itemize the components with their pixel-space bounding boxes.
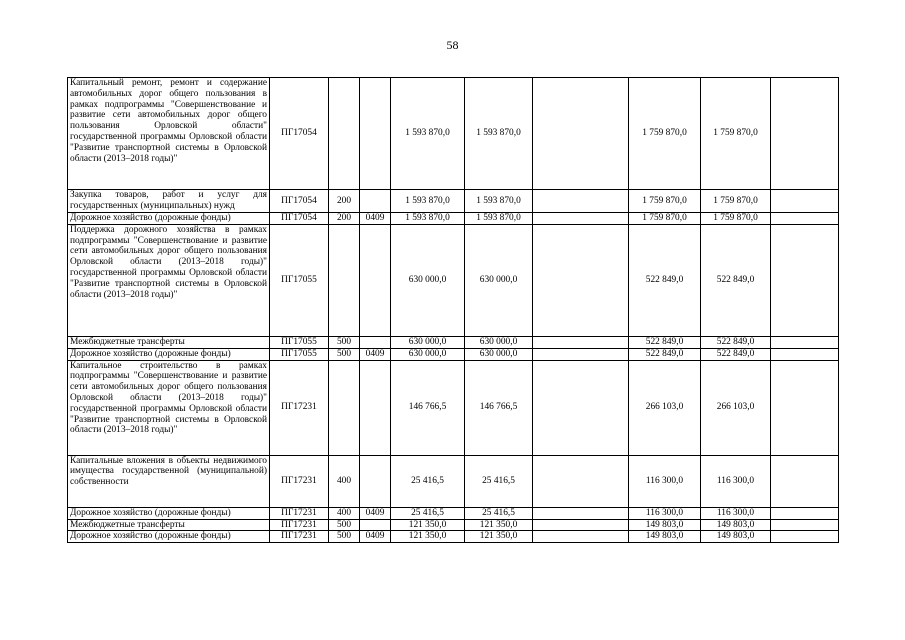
row-name-cell: Закупка товаров, работ и услуг для государственных (муниципальных) нужд (68, 190, 270, 213)
target-article-cell: ПГ17231 (270, 360, 329, 455)
target-article-cell: ПГ17055 (270, 336, 329, 348)
amount-cell-1: 630 000,0 (391, 336, 465, 348)
amount-cell-4: 266 103,0 (629, 360, 701, 455)
amount-cell-6 (771, 78, 839, 190)
expense-type-cell: 500 (329, 519, 360, 531)
section-cell: 0409 (360, 348, 391, 360)
amount-cell-1: 25 416,5 (391, 507, 465, 519)
section-cell: 0409 (360, 531, 391, 543)
target-article-cell: ПГ17055 (270, 348, 329, 360)
amount-cell-2: 121 350,0 (465, 519, 533, 531)
amount-cell-6 (771, 190, 839, 213)
amount-cell-1: 121 350,0 (391, 519, 465, 531)
row-name-cell: Капитальные вложения в объекты недвижимого имущества государственной (муниципальной) собственности (68, 455, 270, 507)
amount-cell-3 (533, 78, 629, 190)
amount-cell-5: 266 103,0 (701, 360, 771, 455)
amount-cell-2: 630 000,0 (465, 348, 533, 360)
row-name-cell: Капитальное строительство в рамках подпрограммы "Совершенствование и развитие сети автомобильных дорог общего пользования Орловской области (2013–2018 годы)" государственной программы Орловской области "Развитие транспортной системы в Орловской области (2013–2018 годы)" (68, 360, 270, 455)
row-name-cell: Дорожное хозяйство (дорожные фонды) (68, 213, 270, 225)
target-article-cell: ПГ17231 (270, 507, 329, 519)
target-article-cell: ПГ17054 (270, 190, 329, 213)
amount-cell-1: 630 000,0 (391, 348, 465, 360)
amount-cell-5: 116 300,0 (701, 455, 771, 507)
target-article-cell: ПГ17231 (270, 519, 329, 531)
amount-cell-3 (533, 224, 629, 336)
amount-cell-5: 116 300,0 (701, 507, 771, 519)
amount-cell-3 (533, 455, 629, 507)
amount-cell-2: 146 766,5 (465, 360, 533, 455)
amount-cell-4: 149 803,0 (629, 519, 701, 531)
amount-cell-4: 116 300,0 (629, 507, 701, 519)
amount-cell-2: 1 593 870,0 (465, 213, 533, 225)
expense-type-cell (329, 224, 360, 336)
expense-type-cell (329, 360, 360, 455)
amount-cell-3 (533, 360, 629, 455)
table-row (68, 455, 839, 507)
table-row (68, 336, 839, 348)
budget-table (67, 77, 839, 543)
target-article-cell: ПГ17231 (270, 455, 329, 507)
amount-cell-6 (771, 519, 839, 531)
amount-cell-3 (533, 190, 629, 213)
target-article-cell: ПГ17054 (270, 213, 329, 225)
section-cell: 0409 (360, 213, 391, 225)
row-name-cell: Межбюджетные трансферты (68, 519, 270, 531)
amount-cell-1: 146 766,5 (391, 360, 465, 455)
amount-cell-4: 149 803,0 (629, 531, 701, 543)
expense-type-cell: 400 (329, 455, 360, 507)
section-cell (360, 78, 391, 190)
table-row (68, 348, 839, 360)
target-article-cell: ПГ17054 (270, 78, 329, 190)
amount-cell-2: 1 593 870,0 (465, 78, 533, 190)
table-row (68, 213, 839, 225)
expense-type-cell: 500 (329, 531, 360, 543)
expense-type-cell: 400 (329, 507, 360, 519)
row-name-cell: Поддержка дорожного хозяйства в рамках подпрограммы "Совершенствование и развитие сети автомобильных дорог общего пользования Орловской области (2013–2018 годы)" государственной программы Орловской области "Развитие транспортной системы в Орловской области (2013–2018 годы)" (68, 224, 270, 336)
table-row (68, 360, 839, 455)
amount-cell-3 (533, 507, 629, 519)
amount-cell-5: 1 759 870,0 (701, 190, 771, 213)
amount-cell-3 (533, 531, 629, 543)
amount-cell-6 (771, 213, 839, 225)
amount-cell-4: 1 759 870,0 (629, 78, 701, 190)
amount-cell-3 (533, 213, 629, 225)
expense-type-cell: 500 (329, 348, 360, 360)
amount-cell-2: 25 416,5 (465, 507, 533, 519)
amount-cell-5: 149 803,0 (701, 531, 771, 543)
amount-cell-5: 1 759 870,0 (701, 78, 771, 190)
amount-cell-1: 630 000,0 (391, 224, 465, 336)
row-name-cell: Дорожное хозяйство (дорожные фонды) (68, 531, 270, 543)
amount-cell-4: 522 849,0 (629, 336, 701, 348)
amount-cell-6 (771, 455, 839, 507)
row-name-cell: Дорожное хозяйство (дорожные фонды) (68, 507, 270, 519)
amount-cell-1: 1 593 870,0 (391, 190, 465, 213)
amount-cell-3 (533, 348, 629, 360)
amount-cell-2: 630 000,0 (465, 224, 533, 336)
amount-cell-3 (533, 336, 629, 348)
section-cell (360, 455, 391, 507)
row-name-cell: Капитальный ремонт, ремонт и содержание автомобильных дорог общего пользования в рамках подпрограммы "Совершенствование и развитие сети автомобильных дорог общего пользования Орловской области" государственной программы Орловской области "Развитие транспортной системы в Орловской области (2013–2018 годы)" (68, 78, 270, 190)
expense-type-cell: 200 (329, 190, 360, 213)
amount-cell-5: 522 849,0 (701, 336, 771, 348)
amount-cell-4: 522 849,0 (629, 348, 701, 360)
amount-cell-4: 1 759 870,0 (629, 190, 701, 213)
amount-cell-2: 25 416,5 (465, 455, 533, 507)
amount-cell-6 (771, 531, 839, 543)
amount-cell-4: 522 849,0 (629, 224, 701, 336)
amount-cell-2: 121 350,0 (465, 531, 533, 543)
section-cell (360, 519, 391, 531)
table-row (68, 531, 839, 543)
amount-cell-2: 630 000,0 (465, 336, 533, 348)
amount-cell-6 (771, 507, 839, 519)
expense-type-cell (329, 78, 360, 190)
amount-cell-3 (533, 519, 629, 531)
table-row (68, 519, 839, 531)
amount-cell-5: 149 803,0 (701, 519, 771, 531)
amount-cell-1: 25 416,5 (391, 455, 465, 507)
table-row (68, 78, 839, 190)
amount-cell-2: 1 593 870,0 (465, 190, 533, 213)
row-name-cell: Дорожное хозяйство (дорожные фонды) (68, 348, 270, 360)
table-row (68, 190, 839, 213)
amount-cell-5: 1 759 870,0 (701, 213, 771, 225)
amount-cell-5: 522 849,0 (701, 348, 771, 360)
amount-cell-6 (771, 360, 839, 455)
table-row (68, 507, 839, 519)
expense-type-cell: 500 (329, 336, 360, 348)
amount-cell-6 (771, 348, 839, 360)
section-cell (360, 336, 391, 348)
target-article-cell: ПГ17231 (270, 531, 329, 543)
section-cell: 0409 (360, 507, 391, 519)
amount-cell-4: 116 300,0 (629, 455, 701, 507)
section-cell (360, 360, 391, 455)
page-number: 58 (446, 38, 459, 52)
section-cell (360, 224, 391, 336)
target-article-cell: ПГ17055 (270, 224, 329, 336)
row-name-cell: Межбюджетные трансферты (68, 336, 270, 348)
section-cell (360, 190, 391, 213)
amount-cell-5: 522 849,0 (701, 224, 771, 336)
amount-cell-1: 1 593 870,0 (391, 78, 465, 190)
amount-cell-4: 1 759 870,0 (629, 213, 701, 225)
amount-cell-6 (771, 224, 839, 336)
table-body (68, 78, 839, 543)
amount-cell-1: 121 350,0 (391, 531, 465, 543)
amount-cell-6 (771, 336, 839, 348)
amount-cell-1: 1 593 870,0 (391, 213, 465, 225)
expense-type-cell: 200 (329, 213, 360, 225)
table-row (68, 224, 839, 336)
